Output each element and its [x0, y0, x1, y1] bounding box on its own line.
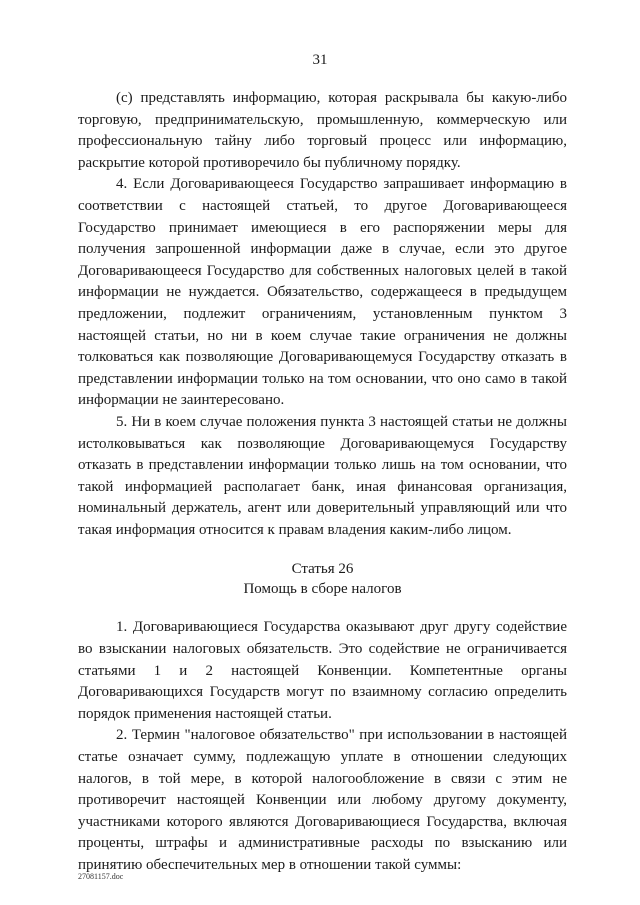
paragraph-5: 5. Ни в коем случае положения пункта 3 настоящей статьи не должны истолковываться как позволяющие Договаривающемуся Государству отказать в представлении информации только лишь на том основании, что такой информацией располагает банк, иная финансовая организация, номинальный держатель, агент или доверительный управляющий или что такая информация относится к правам владения каким-либо лицом. [78, 413, 567, 538]
paragraph-c: (c) представлять информацию, которая раскрывала бы какую-либо торговую, предпринимательскую, промышленную, коммерческую или профессиональную тайну либо торговый процесс или информацию, раскрытие которой противоречило бы публичному порядку. [78, 90, 567, 171]
footer-filename: 27081157.doc [78, 872, 124, 881]
paragraph-1: 1. Договаривающиеся Государства оказывают друг другу содействие во взыскании налоговых обязательств. Это содействие не ограничивается статьями 1 и 2 настоящей Конвенции. Компетентные органы Договаривающихся Государств могут по взаимному согласию определить порядок применения настоящей статьи. [78, 619, 567, 722]
document-body [78, 88, 567, 877]
article-title: Помощь в сборе налогов [243, 581, 402, 598]
paragraph-4: 4. Если Договаривающееся Государство запрашивает информацию в соответствии с настоящей статьей, то другое Договаривающееся Государство принимает имеющиеся в его распоряжении меры для получения запрошенной информации даже в случае, если это другое Договаривающееся Государство для собственных налоговых целей в такой информации не нуждается. Обязательство, содержащееся в предыдущем предложении, подлежит ограничениям, установленным пунктом 3 настоящей статьи, но ни в коем случае такие ограничения не должны толковаться как позволяющие Договаривающемуся Государству отказать в представлении информации только на том основании, что оно само в такой информации не заинтересовано. [78, 176, 567, 409]
article-number: Статья 26 [291, 561, 354, 578]
paragraph-2: 2. Термин "налоговое обязательство" при использовании в настоящей статье означает сумму, подлежащую уплате в отношении следующих налогов, в той мере, в которой налогообложение в связи с этим не противоречит настоящей Конвенции или любому другому документу, участниками которого являются Договаривающиеся Государства, включая проценты, штрафы и административные расходы по взысканию или принятию обеспечительных мер в отношении такой суммы: [78, 727, 567, 873]
article-heading [78, 559, 567, 599]
page-number: 31 [312, 52, 328, 68]
